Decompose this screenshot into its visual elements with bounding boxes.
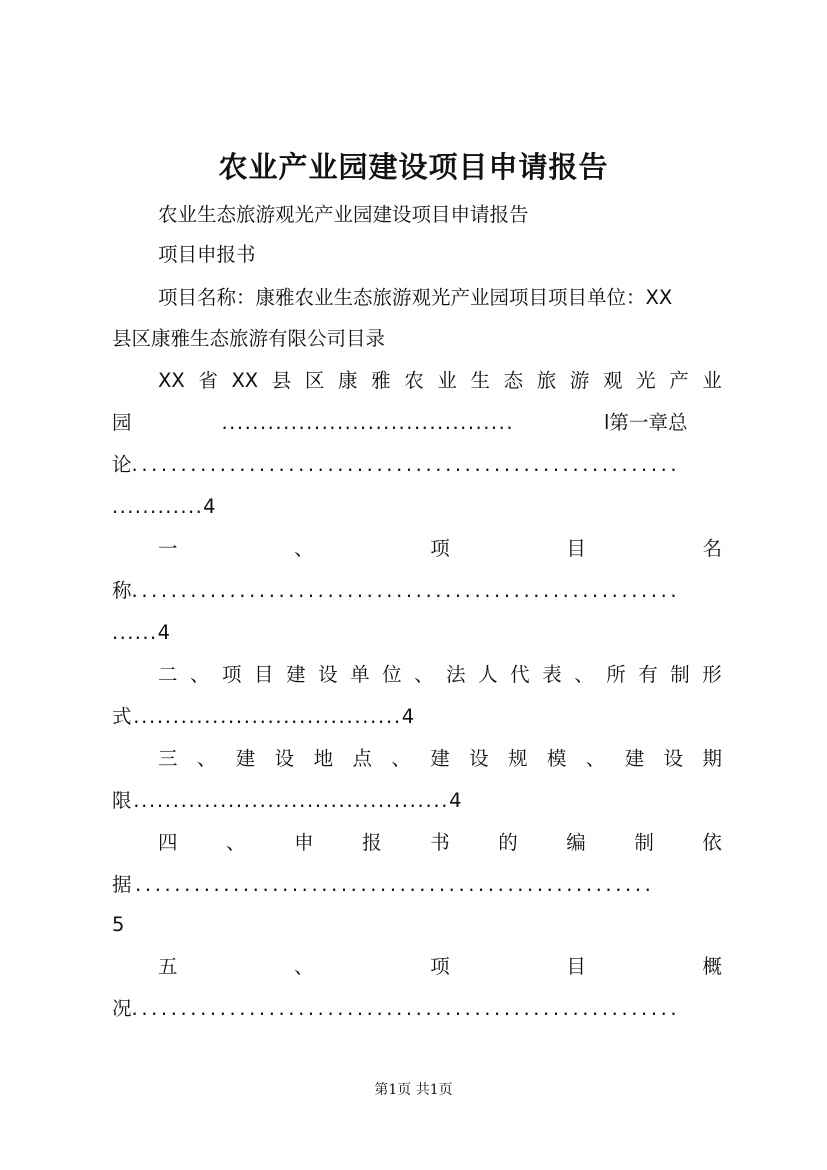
toc-entry-5-line-2: 限........................................4 bbox=[112, 789, 464, 812]
toc-entry-6-char: 编 bbox=[566, 831, 586, 854]
toc-entry-4-char: 位 bbox=[382, 663, 402, 686]
toc-entry-1-char: 业 bbox=[702, 369, 722, 392]
toc-entry-5-char: 、 bbox=[585, 747, 606, 770]
toc-entry-3-char: 项 bbox=[430, 537, 450, 560]
toc-entry-3-line-2 bbox=[112, 576, 742, 606]
toc-entry-1-char: 农 bbox=[404, 369, 424, 392]
toc-entry-4-char: 表 bbox=[542, 663, 562, 686]
toc-entry-1-char: 县 bbox=[271, 369, 292, 392]
toc-entry-4-char: 有 bbox=[638, 663, 658, 686]
toc-entry-1-char: 态 bbox=[503, 369, 524, 392]
toc-entry-7-char: 项 bbox=[430, 955, 450, 978]
toc-entry-7-char: 概 bbox=[702, 955, 722, 978]
toc-entry-1-line-2 bbox=[112, 408, 722, 438]
toc-entry-1-char: 省 bbox=[198, 369, 218, 392]
toc-entry-4-char: 代 bbox=[510, 663, 530, 686]
toc-entry-6-line-1 bbox=[158, 828, 722, 858]
toc-entry-4-char: 目 bbox=[254, 663, 274, 686]
toc-entry-3-char: 目 bbox=[566, 537, 586, 560]
toc-entry-4-char: 、 bbox=[574, 663, 594, 686]
toc-entry-7-char: 五 bbox=[158, 955, 178, 978]
toc-entry-6-char: 报 bbox=[362, 831, 382, 854]
toc-entry-1-end-char: 第 bbox=[609, 411, 629, 434]
toc-entry-5-char: 模 bbox=[546, 747, 567, 770]
toc-entry-2-start: 论 bbox=[112, 453, 132, 476]
toc-entry-3-start: 称 bbox=[112, 579, 132, 602]
toc-entry-1-char: 游 bbox=[569, 369, 590, 392]
toc-entry-1-char: 旅 bbox=[536, 369, 557, 392]
toc-entry-1-char: 生 bbox=[470, 369, 491, 392]
toc-entry-1-start: 园 bbox=[112, 411, 132, 434]
toc-entry-3-char: 一 bbox=[158, 537, 178, 560]
toc-entry-7-start: 况 bbox=[112, 997, 132, 1020]
toc-entry-4-char: 设 bbox=[318, 663, 338, 686]
toc-entry-7-char: 、 bbox=[294, 955, 314, 978]
toc-entry-1-char: 观 bbox=[603, 369, 623, 392]
toc-entry-1-char: 雅 bbox=[371, 369, 391, 392]
toc-entry-4-char: 单 bbox=[350, 663, 370, 686]
toc-entry-6-line-2: 据..................................................... bbox=[112, 873, 655, 896]
toc-entry-5-char: 设 bbox=[663, 747, 684, 770]
toc-entry-5-char: 建 bbox=[624, 747, 645, 770]
toc-entry-1-end-char: 总 bbox=[667, 411, 688, 434]
section-label: 项目申报书 bbox=[158, 243, 256, 266]
toc-entry-6-char: 申 bbox=[294, 831, 314, 854]
toc-entry-4-char: 形 bbox=[702, 663, 722, 686]
toc-entry-1-end-char: 一 bbox=[628, 411, 649, 434]
toc-entry-4-char: 人 bbox=[478, 663, 498, 686]
document-subtitle: 农业生态旅游观光产业园建设项目申请报告 bbox=[158, 203, 529, 226]
toc-entry-4-char: 项 bbox=[222, 663, 242, 686]
toc-entry-5-char: 地 bbox=[313, 747, 334, 770]
toc-entry-4-line-1 bbox=[158, 660, 722, 690]
toc-entry-1-char: 业 bbox=[437, 369, 457, 392]
toc-entry-3-dots: ........................................................ bbox=[131, 579, 681, 602]
toc-entry-5-line-1 bbox=[158, 744, 722, 774]
toc-entry-5-char: 、 bbox=[391, 747, 411, 770]
toc-entry-6-char: 书 bbox=[430, 831, 450, 854]
toc-entry-4-char: 建 bbox=[286, 663, 306, 686]
toc-entry-1-end-char: l bbox=[604, 411, 610, 434]
toc-entry-5-char: 点 bbox=[352, 747, 372, 770]
toc-entry-4-char: 、 bbox=[414, 663, 434, 686]
toc-entry-7-line-1 bbox=[158, 952, 722, 982]
toc-entry-5-char: 设 bbox=[274, 747, 295, 770]
toc-entry-5-char: 三 bbox=[158, 747, 178, 770]
toc-entry-4-char: 所 bbox=[606, 663, 626, 686]
toc-entry-3-char: 、 bbox=[294, 537, 314, 560]
toc-entry-6-char: 依 bbox=[702, 831, 722, 854]
toc-entry-4-line-2: 式..................................4 bbox=[112, 705, 416, 728]
toc-entry-1-end-char: 章 bbox=[648, 411, 668, 434]
toc-entry-2-line-1 bbox=[112, 450, 742, 480]
toc-entry-2-dots: ........................................................ bbox=[131, 453, 681, 476]
toc-entry-1-char: XX bbox=[158, 369, 185, 392]
toc-entry-3-char: 名 bbox=[702, 537, 722, 560]
toc-entry-3-line-1 bbox=[158, 534, 722, 564]
toc-entry-5-char: 设 bbox=[469, 747, 489, 770]
toc-entry-1-char: 光 bbox=[636, 369, 656, 392]
toc-entry-1-end bbox=[604, 408, 722, 438]
toc-entry-4-char: 法 bbox=[446, 663, 466, 686]
toc-entry-6-char: 制 bbox=[634, 831, 654, 854]
toc-entry-6-char: 的 bbox=[498, 831, 518, 854]
toc-entry-7-char: 目 bbox=[566, 955, 586, 978]
toc-entry-4-char: 制 bbox=[670, 663, 690, 686]
toc-entry-4-char: 、 bbox=[190, 663, 210, 686]
toc-entry-5-char: 期 bbox=[702, 747, 722, 770]
toc-entry-1-line-1 bbox=[158, 366, 722, 396]
document-title: 农业产业园建设项目申请报告 bbox=[218, 150, 609, 184]
toc-entry-5-char: 建 bbox=[235, 747, 256, 770]
toc-entry-1-char: 产 bbox=[669, 369, 689, 392]
toc-entry-4-char: 二 bbox=[158, 663, 178, 686]
toc-entry-3-line-3: ......4 bbox=[112, 621, 172, 644]
toc-entry-1-char: XX bbox=[231, 369, 259, 392]
toc-entry-6-char: 、 bbox=[226, 831, 246, 854]
toc-entry-1-char: 康 bbox=[338, 369, 358, 392]
page-footer: 第1页 共1页 bbox=[374, 1082, 453, 1098]
toc-entry-1-dots: ...................................... bbox=[221, 411, 515, 434]
toc-entry-2-line-2: ............4 bbox=[112, 495, 217, 518]
toc-entry-5-char: 建 bbox=[430, 747, 450, 770]
toc-entry-6-line-3: 5 bbox=[112, 913, 125, 936]
toc-entry-7-line-2 bbox=[112, 994, 742, 1024]
project-line-2: 县区康雅生态旅游有限公司目录 bbox=[112, 327, 386, 350]
toc-entry-1-char: 区 bbox=[304, 369, 325, 392]
toc-entry-5-char: 规 bbox=[508, 747, 528, 770]
toc-entry-6-char: 四 bbox=[158, 831, 178, 854]
toc-entry-5-char: 、 bbox=[196, 747, 217, 770]
toc-entry-7-dots: ........................................................ bbox=[131, 997, 681, 1020]
project-line-1: 项目名称：康雅农业生态旅游观光产业园项目项目单位：XX bbox=[158, 286, 673, 309]
